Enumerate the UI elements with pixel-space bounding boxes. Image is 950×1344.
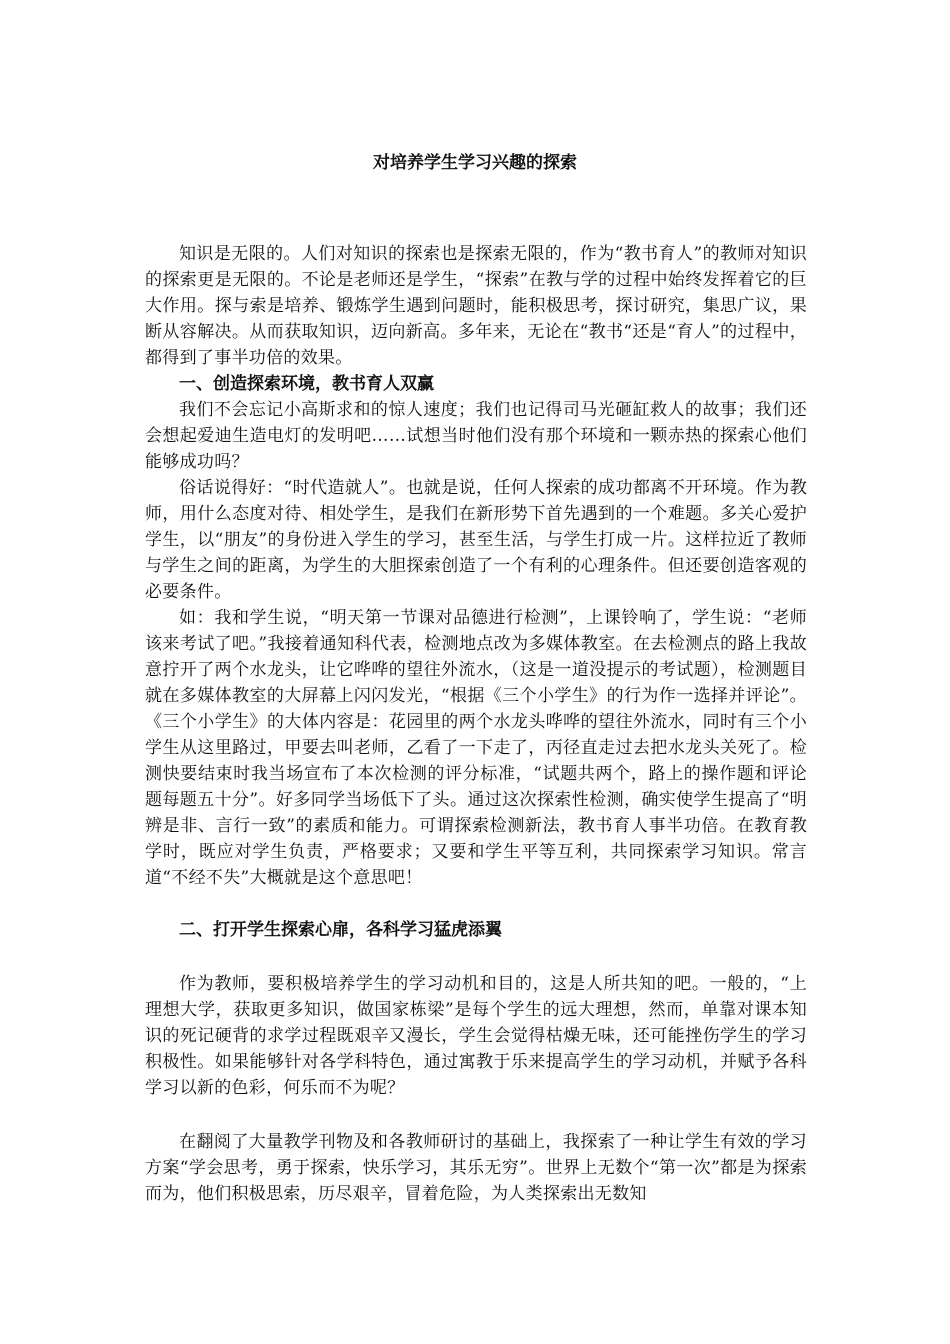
section-spacer (145, 943, 807, 971)
section-1-paragraph-2: 俗话说得好：“时代造就人”。也就是说，任何人探索的成功都离不开环境。作为教师，用什么态度对待、相处学生，是我们在新形势下首先遇到的一个难题。多关心爱护学生，以“朋友”的身份进入学生的学习，甚至生活，与学生打成一片。这样拉近了教师与学生之间的距离，为学生的大胆探索创造了一个有利的心理条件。但还要创造客观的必要条件。 (145, 478, 807, 602)
section-2-paragraph-2: 在翻阅了大量教学刊物及和各教师研讨的基础上，我探索了一种让学生有效的学习方案“学会思考，勇于探索，快乐学习，其乐无穷”。世界上无数个“第一次”都是为探索而为，他们积极思索，历尽艰辛，冒着危险，为人类探索出无数知 (145, 1132, 807, 1204)
document-title: 对培养学生学习兴趣的探索 (373, 153, 577, 173)
section-1-paragraph-3: 如：我和学生说，“明天第一节课对品德进行检测”，上课铃响了，学生说：“老师该来考试了吧。”我接着通知科代表，检测地点改为多媒体教室。在去检测点的路上我故意拧开了两个水龙头，让它哗哗的望往外流水，（这是一道没提示的考试题），检测题目就在多媒体教室的大屏幕上闪闪发光，“根据《三个小学生》的行为作一选择并评论”。《三个小学生》的大体内容是：花园里的两个水龙头哗哗的望往外流水，同时有三个小学生从这里路过，甲要去叫老师，乙看了一下走了，丙径直走过去把水龙头关死了。检测快要结束时我当场宣布了本次检测的评分标准，“试题共两个，路上的操作题和评论题每题五十分”。好多同学当场低下了头。通过这次探索性检测，确实使学生提高了“明辨是非、言行一致”的素质和能力。可谓探索检测新法，教书育人事半功倍。在教育教学时，既应对学生负责，严格要求；又要和学生平等互利，共同探索学习知识。常言道“不经不失”大概就是这个意思吧！ (145, 608, 807, 888)
section-2-heading: 二、打开学生探索心扉，各科学习猛虎添翼 (179, 920, 502, 940)
section-spacer (145, 891, 807, 917)
section-2-paragraph-1: 作为教师，要积极培养学生的学习动机和目的，这是人所共知的吧。一般的，“上理想大学，获取更多知识，做国家栋梁”是每个学生的远大理想，然而，单靠对课本知识的死记硬背的求学过程既艰辛又漫长，学生会觉得枯燥无味，还可能挫伤学生的学习积极性。如果能够针对各学科特色，通过寓教于乐来提高学生的学习动机，并赋予各科学习以新的色彩，何乐而不为呢？ (145, 974, 807, 1098)
section-1-heading: 一、创造探索环境，教书育人双赢 (179, 374, 434, 394)
intro-paragraph: 知识是无限的。人们对知识的探索也是探索无限的，作为“教书育人”的教师对知识的探索更是无限的。不论是老师还是学生，“探索”在教与学的过程中始终发挥着它的巨大作用。探与索是培养、锻炼学生遇到问题时，能积极思考，探讨研究，集思广议，果断从容解决。从而获取知识，迈向新高。多年来，无论在“教书“还是“育人”的过程中，都得到了事半功倍的效果。 (145, 244, 807, 368)
document-body (145, 241, 807, 1207)
section-1-paragraph-1: 我们不会忘记小高斯求和的惊人速度；我们也记得司马光砸缸救人的故事；我们还会想起爱迪生造电灯的发明吧……试想当时他们没有那个环境和一颗赤热的探索心他们能够成功吗？ (145, 400, 807, 472)
paragraph-spacer (145, 1101, 807, 1129)
